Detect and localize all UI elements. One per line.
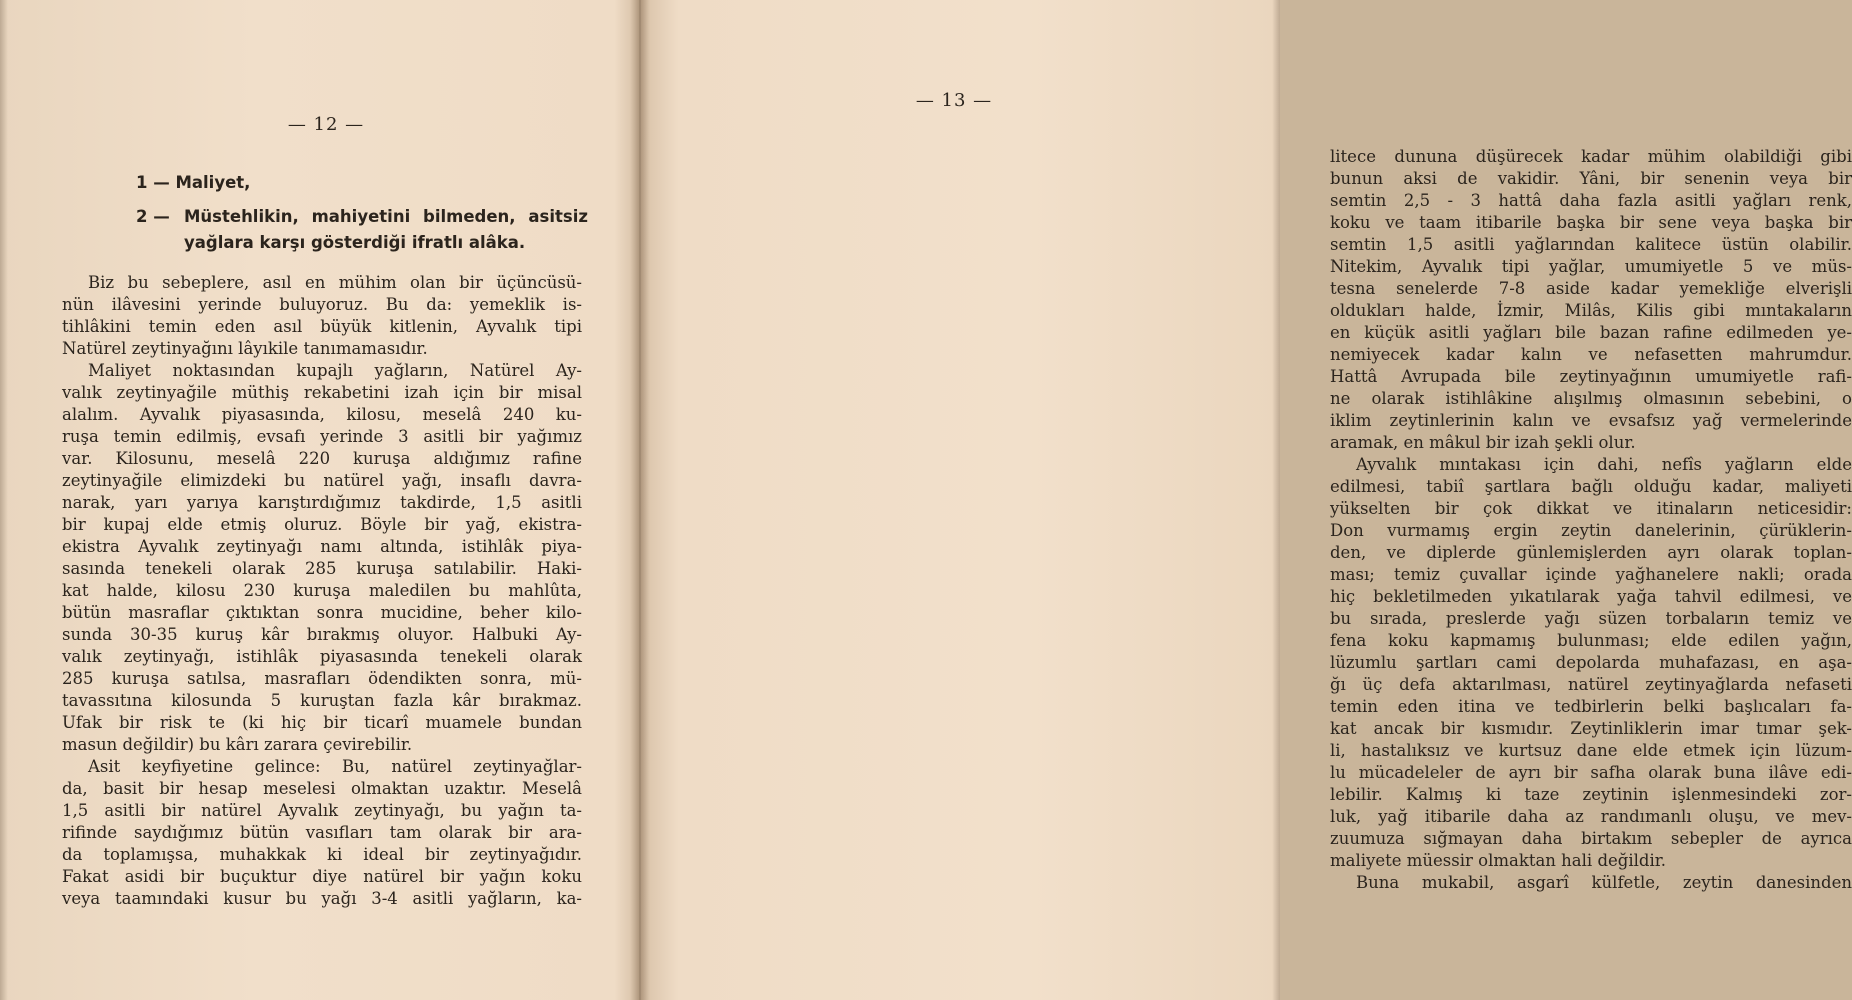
text-line-content: bu sırada, preslerde yağı süzen torbaların temiz ve [1330, 609, 1852, 628]
text-line [62, 668, 582, 690]
text-line [1330, 608, 1852, 630]
text-line-content: zuumuza sığmayan daha birtakım sebepler de ayrıca [1330, 829, 1852, 848]
text-line-content: ruşa temin edilmiş, evsafı yerinde 3 asitli bir yağımız [62, 427, 582, 446]
right-page [642, 0, 1852, 1000]
text-line [62, 646, 582, 668]
text-line [1330, 344, 1852, 366]
text-line-content: Fakat asidi bir buçuktur diye natürel bir yağın koku [62, 867, 582, 886]
text-line [1330, 300, 1852, 322]
text-line [62, 580, 582, 602]
text-line-content: Don vurmamış ergin zeytin danelerinin, çürüklerin- [1330, 521, 1852, 540]
text-line-content: oldukları halde, İzmir, Milâs, Kilis gibi mıntakaların [1330, 301, 1852, 320]
text-line [1330, 322, 1852, 344]
text-line-content: tihlâkini temin eden asıl büyük kitlenin, Ayvalık tipi [62, 317, 582, 336]
text-line-content: Hattâ Avrupada bile zeytinyağının umumiyetle rafi- [1330, 367, 1852, 386]
right-body-text [1330, 146, 1852, 894]
text-line-content: Ayvalık mıntakası için dahi, nefîs yağların elde [1356, 455, 1852, 474]
text-line-content: aramak, en mâkul bir izah şekli olur. [1330, 433, 1636, 452]
text-line-content: 285 kuruşa satılsa, masrafları ödendikten sonra, mü- [62, 669, 582, 688]
text-line [62, 558, 582, 580]
text-line [1330, 388, 1852, 410]
text-line [1330, 234, 1852, 256]
left-page [0, 0, 638, 1000]
text-line-content: var. Kilosunu, meselâ 220 kuruşa aldığımız rafine [62, 449, 582, 468]
text-line [1330, 542, 1852, 564]
text-line-content: koku ve taam itibarile başka bir sene veya başka bir [1330, 213, 1852, 232]
text-line-content: ne olarak istihlâkine alışılmış olmasının sebebini, o [1330, 389, 1852, 408]
text-line-content: hiç bekletilmeden yıkatılarak yağa tahvil edilmesi, ve [1330, 587, 1852, 606]
text-line [62, 404, 582, 426]
text-line [1330, 564, 1852, 586]
text-line [1330, 718, 1852, 740]
text-line-content: Maliyet noktasından kupajlı yağların, Natürel Ay- [88, 361, 582, 380]
text-line [62, 360, 582, 382]
text-line-content: yükselten bir çok dikkat ve itinaların neticesidir: [1330, 499, 1852, 518]
text-line-content: sasında tenekeli olarak 285 kuruşa satılabilir. Haki- [62, 559, 582, 578]
text-line [1330, 674, 1852, 696]
text-line-content: lu mücadeleler de ayrı bir safha olarak buna ilâve edi- [1330, 763, 1852, 782]
text-line-content: nemiyecek kadar kalın ve nefasetten mahrumdur. [1330, 345, 1852, 364]
text-line [1330, 586, 1852, 608]
text-line [1330, 212, 1852, 234]
text-line [62, 712, 582, 734]
text-line [62, 514, 582, 536]
text-line-content: valık zeytinyağı, istihlâk piyasasında tenekeli olarak [62, 647, 582, 666]
text-line [62, 734, 582, 756]
text-line [62, 492, 582, 514]
text-line [1330, 168, 1852, 190]
text-line-content: kat ancak bir kısmıdır. Zeytinliklerin imar tımar şek- [1330, 719, 1852, 738]
text-line-content: temin eden itina ve tedbirlerin belki başlıcaları fa- [1330, 697, 1852, 716]
text-line-content: lebilir. Kalmış ki taze zeytinin işlenmesindeki zor- [1330, 785, 1852, 804]
text-line-content: luk, yağ itibarile daha az randımanlı oluşu, ve mev- [1330, 807, 1852, 826]
text-line-content: semtin 2,5 - 3 hattâ daha fazla asitli yağları renk, [1330, 191, 1852, 210]
text-line [62, 426, 582, 448]
text-line [1330, 762, 1852, 784]
text-line-content: zeytinyağile elimizdeki bu natürel yağı, insaflı davra- [62, 471, 582, 490]
right-page-number: — 13 — [915, 90, 993, 111]
text-line [1330, 696, 1852, 718]
text-line-content: ması; temiz çuvallar içinde yağhanelere nakli; orada [1330, 565, 1852, 584]
text-line-content: Ufak bir risk te (ki hiç bir ticarî muamele bundan [62, 713, 582, 732]
text-line-content: Natürel zeytinyağını lâyıkile tanımamasıdır. [62, 339, 428, 358]
text-line-content: rifinde saydığımız bütün vasıfları tam olarak bir ara- [62, 823, 582, 842]
text-line-content: li, hastalıksız ve kurtsuz dane elde etmek için lüzum- [1330, 741, 1852, 760]
text-line [1330, 190, 1852, 212]
text-line [1330, 432, 1852, 454]
text-line [1330, 850, 1852, 872]
text-line-content: bunun aksi de vakidir. Yâni, bir senenin veya bir [1330, 169, 1852, 188]
text-line [62, 272, 582, 294]
text-line [1330, 740, 1852, 762]
text-line-content: ğı üç defa aktarılması, natürel zeytinyağlarda nefaseti [1330, 675, 1852, 694]
text-line [62, 778, 582, 800]
text-line [1330, 366, 1852, 388]
text-line [1330, 256, 1852, 278]
text-line [1330, 806, 1852, 828]
text-line-content: tesna senelerde 7-8 aside kadar yemekliğe elverişli [1330, 279, 1852, 298]
text-line-content: narak, yarı yarıya karıştırdığımız takdirde, 1,5 asitli [62, 493, 582, 512]
text-line-content: fena koku kapmamış bulunması; elde edilen yağın, [1330, 631, 1852, 650]
text-line [1330, 454, 1852, 476]
text-line [62, 448, 582, 470]
text-line [62, 338, 582, 360]
text-line-content: veya taamındaki kusur bu yağı 3-4 asitli yağların, ka- [62, 889, 582, 908]
text-line [1330, 520, 1852, 542]
text-line-content: Asit keyfiyetine gelince: Bu, natürel zeytinyağlar- [88, 757, 582, 776]
text-line-content: nün ilâvesini yerinde buluyoruz. Bu da: yemeklik is- [62, 295, 582, 314]
text-line-content: sunda 30-35 kuruş kâr bırakmış oluyor. Halbuki Ay- [62, 625, 582, 644]
left-page-number: — 12 — [287, 114, 365, 135]
text-line [1330, 498, 1852, 520]
text-line-content: iklim zeytinlerinin kalın ve evsafsız yağ vermelerinde [1330, 411, 1852, 430]
text-line [62, 690, 582, 712]
text-line-content: Biz bu sebeplere, asıl en mühim olan bir üçüncüsü- [88, 273, 582, 292]
text-line [62, 756, 582, 778]
text-line [62, 800, 582, 822]
text-line-content: bütün masraflar çıktıktan sonra mucidine, beher kilo- [62, 603, 582, 622]
text-line [62, 602, 582, 624]
text-line-content: Buna mukabil, asgarî külfetle, zeytin danesinden [1356, 873, 1852, 892]
text-line-content: masun değildir) bu kârı zarara çevirebilir. [62, 735, 413, 754]
heading-mustehlik-text: Müstehlikin, mahiyetini bilmeden, asitsiz yağlara karşı gösterdiği ifratlı alâka. [184, 207, 588, 252]
text-line-content: alalım. Ayvalık piyasasında, kilosu, meselâ 240 ku- [62, 405, 582, 424]
text-line [62, 624, 582, 646]
text-line-content: litece dununa düşürecek kadar mühim olabildiği gibi [1330, 147, 1852, 166]
text-line [1330, 652, 1852, 674]
text-line [62, 294, 582, 316]
text-line-content: lüzumlu şartları cami depolarda muhafazası, en aşa- [1330, 653, 1852, 672]
text-line-content: kat halde, kilosu 230 kuruşa maledilen bu mahlûta, [62, 581, 582, 600]
text-line [62, 844, 582, 866]
text-line-content: edilmesi, tabiî şartlara bağlı olduğu kadar, maliyeti [1330, 477, 1852, 496]
left-body-text [62, 272, 582, 910]
text-line-content: Nitekim, Ayvalık tipi yağlar, umumiyetle 5 ve müs- [1330, 257, 1852, 276]
text-line [1330, 872, 1852, 894]
text-line-content: den, ve diplerde günlemişlerden ayrı olarak toplan- [1330, 543, 1852, 562]
text-line [1330, 630, 1852, 652]
text-line [62, 470, 582, 492]
text-line-content: 1,5 asitli bir natürel Ayvalık zeytinyağı, bu yağın ta- [62, 801, 582, 820]
text-line-content: da toplamışsa, muhakkak ki ideal bir zeytinyağıdır. [62, 845, 582, 864]
text-line [62, 316, 582, 338]
text-line [1330, 828, 1852, 850]
text-line [62, 888, 582, 910]
text-line-content: da, basit bir hesap meselesi olmaktan uzaktır. Meselâ [62, 779, 582, 798]
text-line-content: bir kupaj elde etmiş oluruz. Böyle bir yağ, ekistra- [62, 515, 582, 534]
text-line [62, 866, 582, 888]
text-line-content: semtin 1,5 asitli yağlarından kalitece üstün olabilir. [1330, 235, 1852, 254]
heading-mustehlik [136, 204, 588, 256]
text-line [62, 382, 582, 404]
text-line-content: tavassıtına kilosunda 5 kuruştan fazla kâr bırakmaz. [62, 691, 582, 710]
text-line-content: ekistra Ayvalık zeytinyağı namı altında, istihlâk piya- [62, 537, 582, 556]
text-line [1330, 784, 1852, 806]
text-line-content: valık zeytinyağile müthiş rekabetini izah için bir misal [62, 383, 582, 402]
text-line [1330, 410, 1852, 432]
text-line-content: maliyete müessir olmaktan hali değildir. [1330, 851, 1667, 870]
text-line [62, 822, 582, 844]
text-line [1330, 278, 1852, 300]
text-line-content: en küçük asitli yağları bile bazan rafine edilmeden ye- [1330, 323, 1852, 342]
text-line [62, 536, 582, 558]
text-line [1330, 146, 1852, 168]
heading-mustehlik-number: 2 — [136, 207, 170, 226]
heading-maliyet: 1 — Maliyet, [136, 173, 251, 192]
text-line [1330, 476, 1852, 498]
